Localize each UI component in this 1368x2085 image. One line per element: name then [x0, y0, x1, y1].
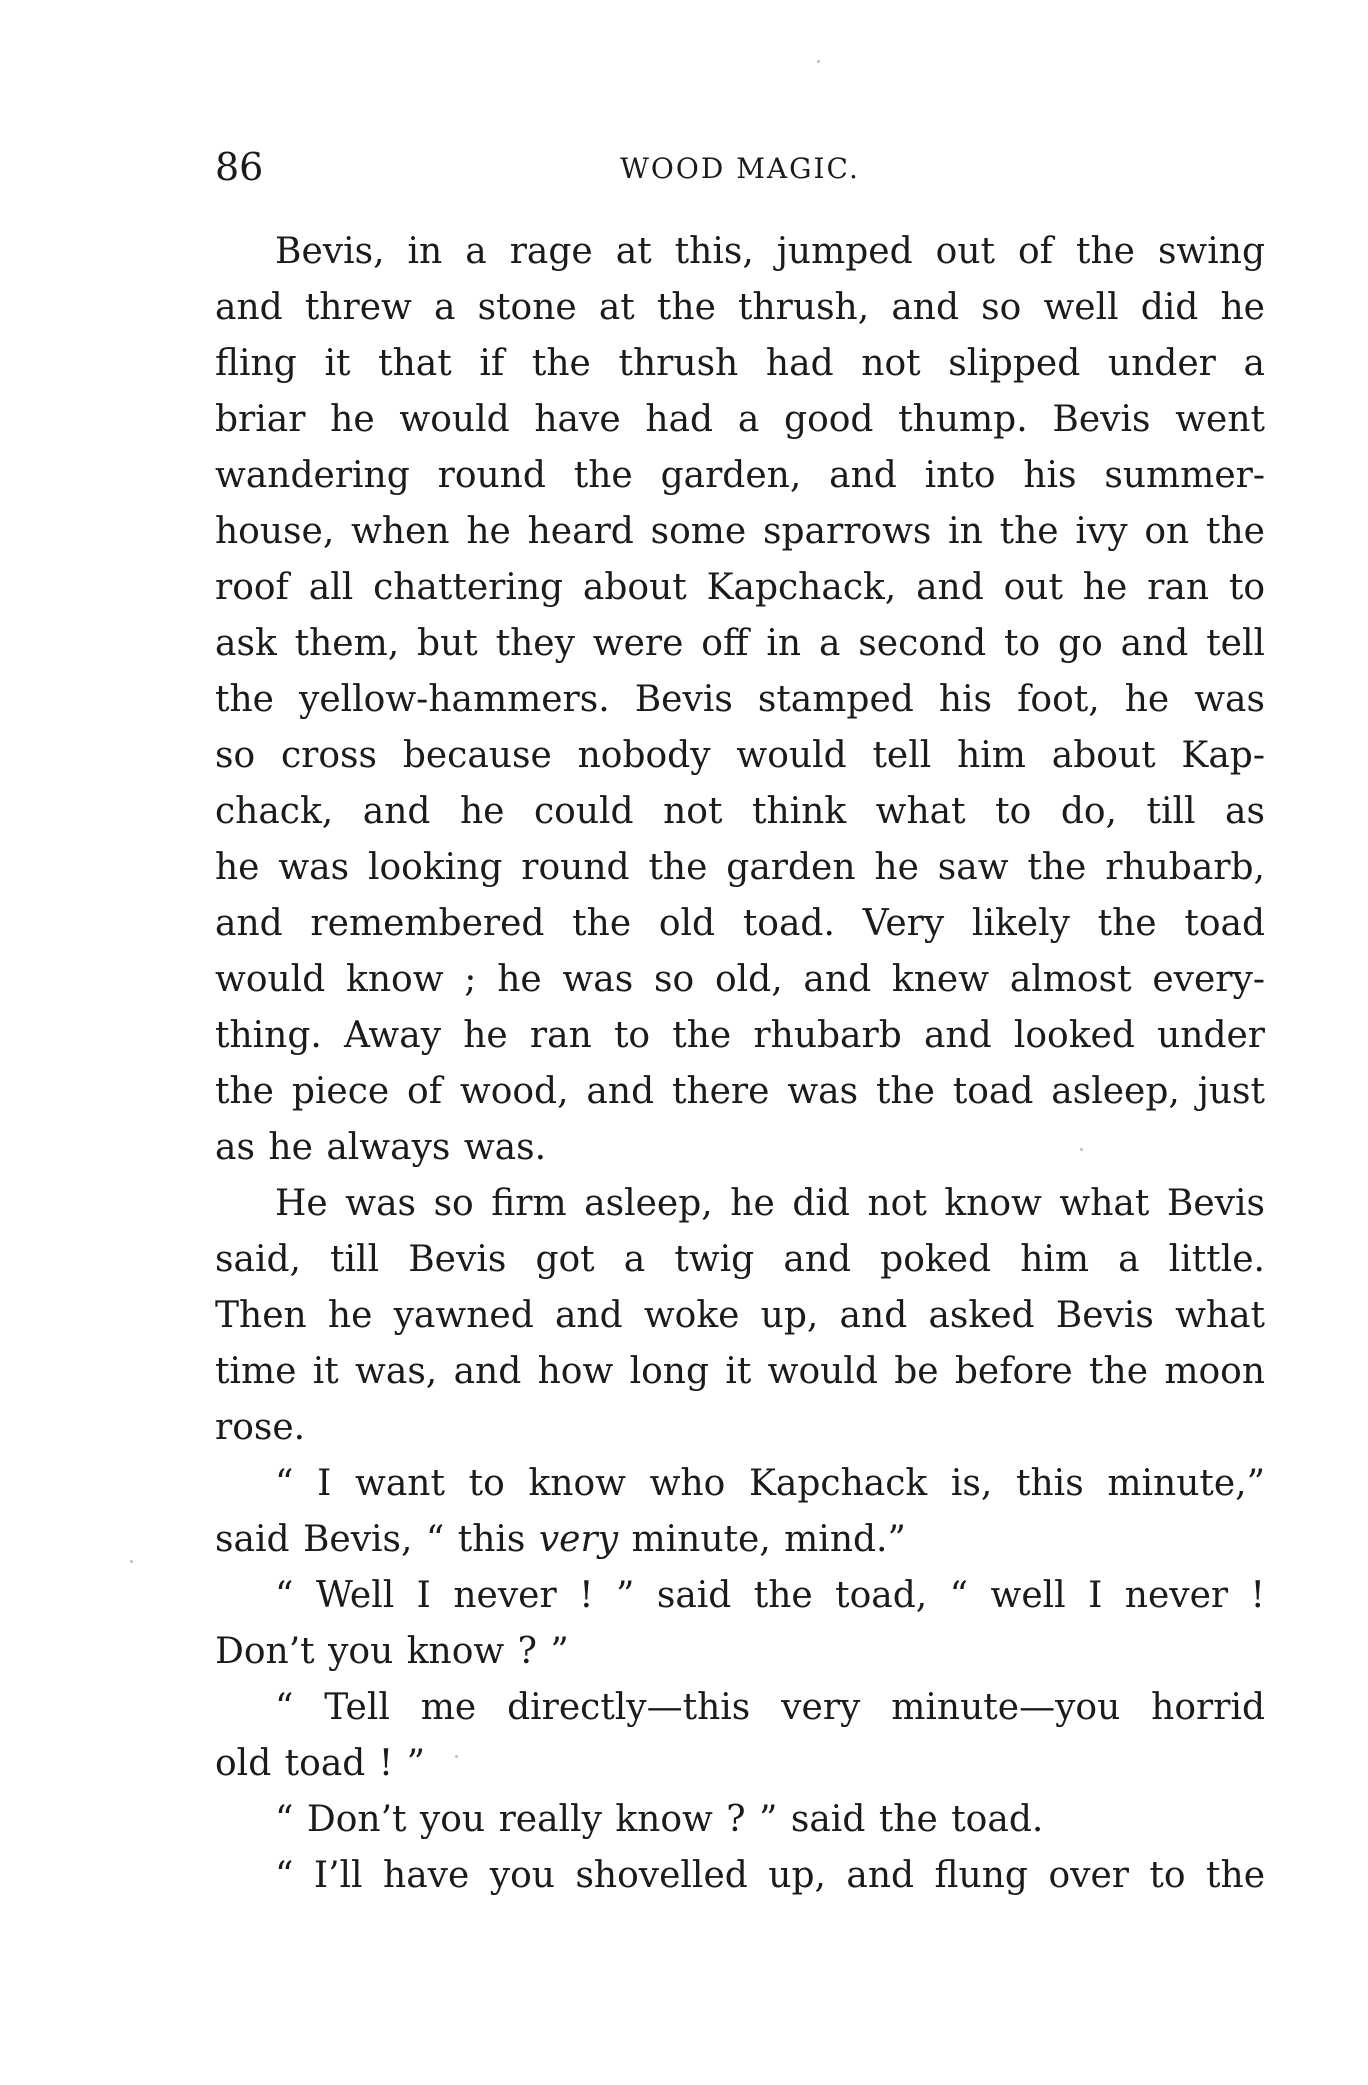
text-line: “ I want to know who Kapchack is, this minute,” [275, 1463, 1265, 1504]
body-text [215, 224, 1265, 1904]
text-line: he was looking round the garden he saw the rhubarb, [215, 847, 1265, 888]
paragraph [215, 1456, 1265, 1568]
text-line: chack, and he could not think what to do, till as [215, 791, 1265, 832]
text-line: the yellow-hammers. Bevis stamped his foot, he was [215, 679, 1265, 720]
paragraph [215, 1848, 1265, 1904]
paragraph [215, 224, 1265, 1176]
line-part: minute, mind.” [618, 1519, 906, 1560]
text-line: He was so firm asleep, he did not know what Bevis [275, 1183, 1265, 1224]
text-line: wandering round the garden, and into his summer- [215, 455, 1265, 496]
text-line: said, till Bevis got a twig and poked him a little. [215, 1239, 1265, 1280]
text-line: Bevis, in a rage at this, jumped out of the swing [275, 231, 1265, 272]
text-line: thing. Away he ran to the rhubarb and looked under [215, 1015, 1265, 1056]
italic-word: very [538, 1519, 619, 1560]
text-line: time it was, and how long it would be before the moon [215, 1351, 1265, 1392]
text-line: old toad ! ” [215, 1743, 426, 1784]
scan-speck [455, 1755, 458, 1758]
text-line: and remembered the old toad. Very likely the toad [215, 903, 1265, 944]
paragraph [215, 1792, 1265, 1848]
paragraph [215, 1568, 1265, 1680]
paragraph [215, 1176, 1265, 1456]
text-line: briar he would have had a good thump. Bevis went [215, 399, 1265, 440]
scan-speck [817, 60, 820, 63]
text-line: “ Don’t you really know ? ” said the toad. [275, 1799, 1044, 1840]
running-title: WOOD MAGIC. [620, 152, 860, 185]
text-line: “ I’ll have you shovelled up, and flung over to the [275, 1855, 1265, 1896]
text-line: “ Tell me directly—this very minute—you horrid [275, 1687, 1265, 1728]
text-line: so cross because nobody would tell him about Kap- [215, 735, 1265, 776]
paragraph [215, 1680, 1265, 1792]
text-line: ask them, but they were off in a second to go and tell [215, 623, 1265, 664]
text-line: rose. [215, 1407, 306, 1448]
scan-speck [1080, 1148, 1083, 1151]
page-number: 86 [215, 145, 264, 189]
text-line: roof all chattering about Kapchack, and out he ran to [215, 567, 1265, 608]
text-line: Then he yawned and woke up, and asked Bevis what [215, 1295, 1265, 1336]
text-line: Don’t you know ? ” [215, 1631, 569, 1672]
text-line: house, when he heard some sparrows in the ivy on the [215, 511, 1265, 552]
text-line: the piece of wood, and there was the toad asleep, just [215, 1071, 1265, 1112]
text-line: “ Well I never ! ” said the toad, “ well I never ! [275, 1575, 1265, 1616]
text-line: as he always was. [215, 1127, 547, 1168]
text-line: would know ; he was so old, and knew almost every- [215, 959, 1265, 1000]
text-line: and threw a stone at the thrush, and so well did he [215, 287, 1265, 328]
text-line-with-italic [215, 1512, 1265, 1568]
text-line: fling it that if the thrush had not slipped under a [215, 343, 1265, 384]
running-head [215, 142, 1265, 192]
scan-speck [130, 1560, 133, 1563]
line-part: said Bevis, “ this [215, 1519, 539, 1560]
